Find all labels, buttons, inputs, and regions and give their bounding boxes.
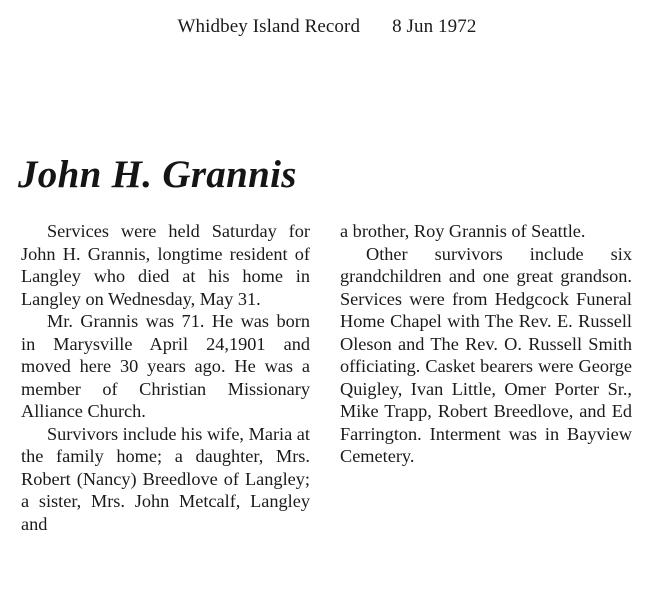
article-title: John H. Grannis: [18, 153, 297, 196]
article-column-right: [340, 220, 632, 468]
source-line: [0, 16, 654, 38]
paragraph: Mr. Grannis was 71. He was born in Marysville April 24,1901 and moved here 30 years ago. He was a member of Christian Missionary Alliance Church.: [21, 311, 310, 421]
paragraph: Survivors include his wife, Maria at the family home; a daughter, Mrs. Robert (Nancy) Breedlove of Langley; a sister, Mrs. John Metcalf, Langley and: [21, 423, 310, 534]
article-column-left: [21, 220, 310, 535]
publication-name: Whidbey Island Record: [177, 16, 361, 37]
paragraph: Other survivors include six grandchildren and one great grandson. Services were from Hedgcock Funeral Home Chapel with The Rev. E. Russell Oleson and The Rev. O. Russell Smith officiating. Casket bearers were George Quigley, Ivan Little, Omer Porter Sr., Mike Trapp, Robert Breedlove, and Ed Farrington. Interment was in Bayview Cemetery.: [340, 243, 632, 466]
publication-date: 8 Jun 1972: [392, 16, 477, 37]
paragraph: Services were held Saturday for John H. Grannis, longtime resident of Langley who died at his home in Langley on Wednesday, May 31.: [21, 221, 310, 309]
paragraph: a brother, Roy Grannis of Seattle.: [340, 221, 586, 241]
